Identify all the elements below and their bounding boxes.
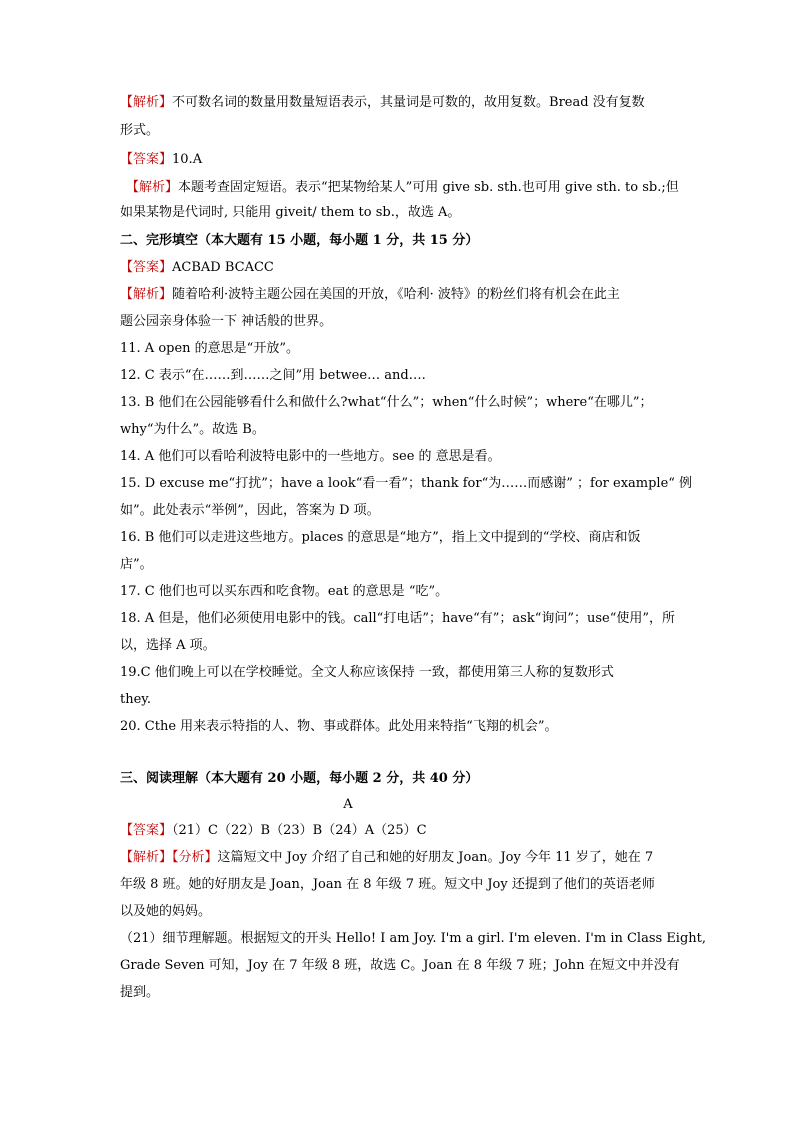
analysis-text: 这篇短文中 Joy 介绍了自己和她的好朋友 Joan。Joy 今年 11 岁了，她在 7: [217, 850, 654, 865]
text-line: [120, 984, 159, 1002]
section-heading-reading: [120, 770, 478, 788]
text: 15. D excuse me“打扰”；have a look“看一看”；thank for“为……而感谢” ；for example“ 例: [120, 476, 693, 491]
text-line: [120, 637, 216, 655]
text: 以，选择 A 项。: [120, 638, 216, 653]
text: 店”。: [120, 557, 153, 572]
passage-label-a: [120, 796, 576, 814]
answer-label: 【答案】: [120, 152, 173, 167]
analysis-text: 本题考查固定短语。表示“把某物给某人”可用 give sb. sth.也可用 give sth. to sb.;但: [178, 180, 679, 195]
text-line: [120, 957, 680, 975]
item-15: [120, 475, 692, 493]
analysis-label: 【解析】: [126, 180, 179, 195]
text-line: [120, 876, 655, 894]
text-line: [120, 903, 211, 921]
text: 如”。此处表示“举例”，因此，答案为 D 项。: [120, 503, 380, 518]
answer-text: （21）C（22）B（23）B（24）A（25）C: [172, 823, 427, 838]
text: A: [343, 797, 353, 812]
text: 12. C 表示“在……到……之间”用 betwee… and….: [120, 368, 426, 383]
item-20: [120, 718, 557, 736]
item-14: [120, 448, 501, 466]
text: 年级 8 班。她的好朋友是 Joan，Joan 在 8 年级 7 班。短文中 Joy 还提到了他们的英语老师: [120, 877, 655, 892]
text-line: [120, 421, 265, 439]
text: （21）细节理解题。根据短文的开头 Hello! I am Joy. I'm a girl. I'm eleven. I'm in Class Eight,: [120, 931, 707, 946]
text-line: [120, 204, 460, 222]
item-21: [120, 930, 706, 948]
text: 14. A 他们可以看哈利波特电影中的一些地方。see 的 意思是看。: [120, 449, 501, 464]
text: 13. B 他们在公园能够看什么和做什么?what“什么”；when“什么时候”；where“在哪儿”；: [120, 395, 653, 410]
item-19: [120, 664, 614, 682]
item-13: [120, 394, 652, 412]
answer-line-reading: [120, 822, 427, 840]
text-line: [120, 502, 380, 520]
item-16: [120, 529, 640, 547]
text: 20. Cthe 用来表示特指的人、物、事或群体。此处用来特指“飞翔的机会”。: [120, 719, 558, 734]
answer-label: 【答案】: [120, 823, 173, 838]
text: 16. B 他们可以走进这些地方。places 的意思是“地方”，指上文中提到的“学校、商店和饭: [120, 530, 641, 545]
text: they.: [120, 692, 152, 707]
item-17: [120, 583, 448, 601]
analysis-label: 【解析】: [120, 287, 173, 302]
text: 17. C 他们也可以买东西和吃食物。eat 的意思是 “吃”。: [120, 584, 449, 599]
text: Grade Seven 可知，Joy 在 7 年级 8 班，故选 C。Joan 在 8 年级 7 班；John 在短文中并没有: [120, 958, 680, 973]
answer-line-10: [120, 151, 202, 169]
item-18: [120, 610, 675, 628]
section-heading-cloze: [120, 232, 478, 250]
text: 19.C 他们晚上可以在学校睡觉。全文人称应该保持 一致，都使用第三人称的复数形式: [120, 665, 614, 680]
answer-line-cloze: [120, 259, 274, 277]
analysis-label: 【解析】【分析】: [120, 850, 218, 865]
heading-text: 三、阅读理解（本大题有 20 小题，每小题 2 分，共 40 分）: [120, 771, 479, 786]
analysis-line-cloze: [120, 286, 620, 304]
analysis-label: 【解析】: [120, 95, 173, 110]
answer-text: ACBAD BCACC: [172, 260, 274, 275]
text: 提到。: [120, 985, 160, 1000]
item-11: [120, 340, 299, 358]
analysis-line-10: [126, 179, 679, 197]
heading-text: 二、完形填空（本大题有 15 小题，每小题 1 分，共 15 分）: [120, 233, 479, 248]
text: 形式。: [120, 123, 160, 138]
analysis-line-9: [120, 94, 645, 112]
text: 如果某物是代词时, 只能用 giveit/ them to sb.，故选 A。: [120, 205, 461, 220]
text: 题公园亲身体验一下 神话般的世界。: [120, 314, 333, 329]
answer-label: 【答案】: [120, 260, 173, 275]
analysis-text: 不可数名词的数量用数量短语表示，其量词是可数的，故用复数。Bread 没有复数: [172, 95, 645, 110]
text: 11. A open 的意思是“开放”。: [120, 341, 299, 356]
text: 18. A 但是，他们必须使用电影中的钱。call“打电话”；have“有”；ask“询问”；use“使用”，所: [120, 611, 676, 626]
answer-text: 10.A: [172, 152, 203, 167]
text: why“为什么”。故选 B。: [120, 422, 265, 437]
text-line: [120, 691, 151, 709]
item-12: [120, 367, 426, 385]
analysis-line-reading: [120, 849, 653, 867]
text-line: [120, 313, 332, 331]
text-line: [120, 122, 159, 140]
analysis-text: 随着哈利·波特主题公园在美国的开放，《哈利· 波特》的粉丝们将有机会在此主: [172, 287, 620, 302]
text: 以及她的妈妈。: [120, 904, 212, 919]
text-line: [120, 556, 153, 574]
